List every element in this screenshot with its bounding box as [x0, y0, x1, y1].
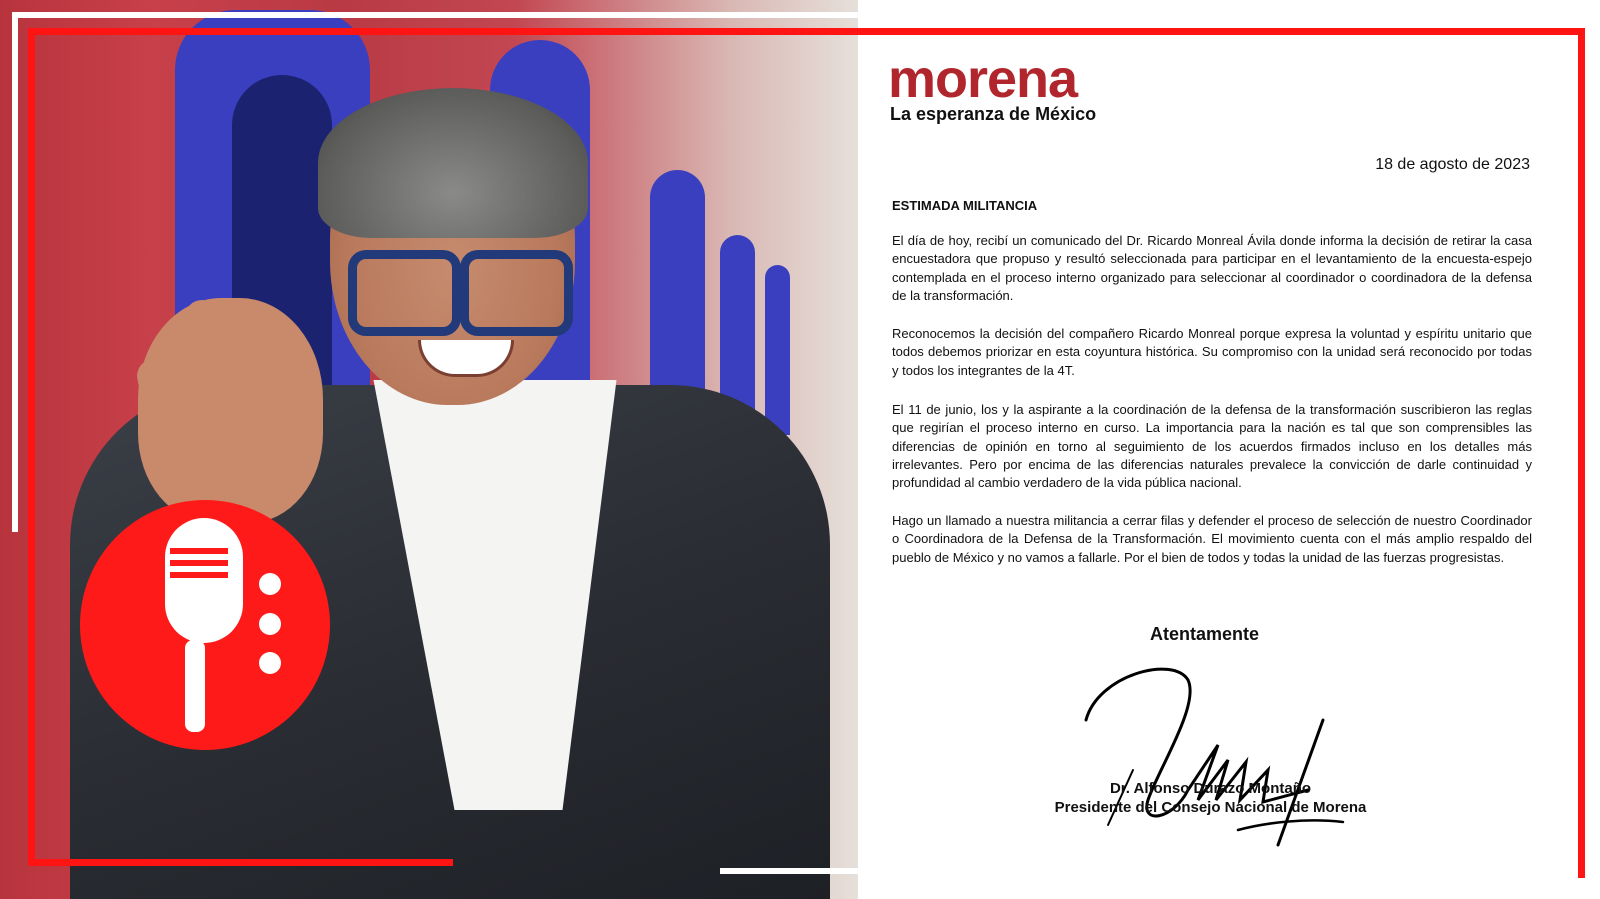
letter-closing: Atentamente: [1150, 624, 1260, 644]
glasses-left-lens: [348, 250, 461, 336]
red-frame-left: [28, 28, 35, 866]
finger: [185, 300, 219, 430]
letter-paragraph: El día de hoy, recibí un comunicado del Dr. Ricardo Monreal Ávila donde informa la decisión de retirar la casa encuestadora que propuso y resultó seleccionada para participar en el levantamiento de la encuesta-espejo contemplada en el proceso interno organizado para seleccionar al coordinador o coordinadora de la defensa de la transformación.: [892, 233, 1532, 303]
person-hair: [318, 88, 588, 238]
red-frame-bottom: [28, 859, 453, 866]
letter-paragraph: El 11 de junio, los y la aspirante a la coordinación de la defensa de la transformación suscribieron las reglas que regirían el proceso interno en curso. La importancia para la nación es tal que son comprensibles las diferencias de opinión en torno al seguimiento de los acuerdos firmados incluso en los detalles más irrelevantes. Pero por encima de las diferencias naturales prevalece la convicción de darle continuidad y profundidad al cambio verdadero de la vida pública nacional.: [892, 402, 1532, 491]
party-logo-name: morena: [888, 49, 1078, 109]
letter-date: 18 de agosto de 2023: [1375, 156, 1530, 173]
glasses-right-lens: [460, 250, 573, 336]
podcast-microphone-icon: [80, 500, 330, 750]
signer-title: Presidente del Consejo Nacional de Morena: [1054, 799, 1367, 816]
letter: [858, 0, 1600, 899]
door-5: [765, 265, 790, 435]
signer-name: Dr. Alfonso Durazo Montaño: [1109, 780, 1312, 797]
letter-paragraph: Hago un llamado a nuestra militancia a cerrar filas y defender el proceso de selección de nuestro Coordinador o Coordinadora de la Defensa de la Transformación. El movimiento cuenta con el más amplio respaldo del pueblo de México y no vamos a fallarle. Por el bien de todos y todas la unidad de las fuerzas progresistas.: [892, 513, 1532, 565]
white-frame-line-left: [12, 12, 18, 532]
white-frame-line-top: [12, 12, 858, 18]
white-frame-line-bottom: [720, 868, 858, 874]
finger: [228, 318, 262, 438]
letter-paragraph: Reconocemos la decisión del compañero Ricardo Monreal porque expresa la voluntad y espíritu unitario que todos debemos priorizar en esta coyuntura histórica. Su compromiso con la unidad será reconocido por todas y todos los integrantes de la 4T.: [892, 326, 1532, 378]
letter-salutation: ESTIMADA MILITANCIA: [892, 198, 1038, 213]
handwritten-signature: [1078, 650, 1348, 850]
party-logo-tagline: La esperanza de México: [890, 104, 1097, 124]
